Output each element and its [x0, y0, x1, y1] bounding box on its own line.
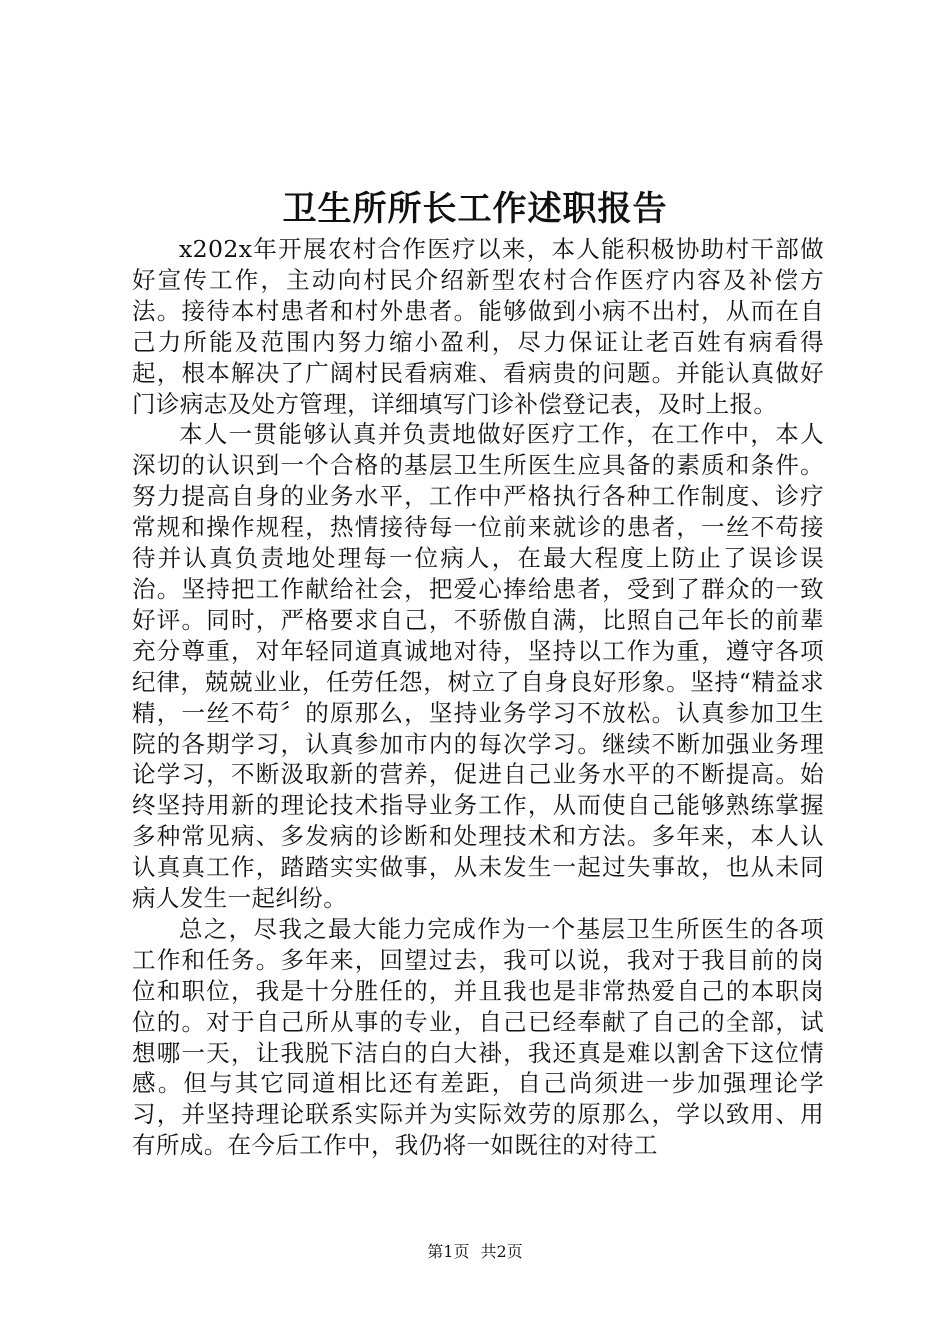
page-number: 第1页: [427, 1242, 470, 1261]
paragraph-3: 总之，尽我之最大能力完成作为一个基层卫生所医生的各项工作和任务。多年来，回望过去，我可以说，我对于我目前的岗位和职位，我是十分胜任的，并且我也是非常热爱自己的本职岗位的。对于自己所从事的专业，自己已经奉献了自己的全部，试想哪一天，让我脱下洁白的白大褂，我还真是难以割舍下这位情感。但与其它同道相比还有差距，自己尚须进一步加强理论学习，并坚持理论联系实际并为实际效劳的原那么，学以致用、用有所成。在今后工作中，我仍将一如既往的对待工: [132, 914, 824, 1160]
document-title: 卫生所所长工作述职报告: [282, 189, 668, 229]
paragraph-2: 本人一贯能够认真并负责地做好医疗工作，在工作中，本人深切的认识到一个合格的基层卫生所医生应具备的素质和条件。努力提高自身的业务水平，工作中严格执行各种工作制度、诊疗常规和操作规程，热情接待每一位前来就诊的患者，一丝不苟接待并认真负责地处理每一位病人，在最大程度上防止了误诊误治。坚持把工作献给社会，把爱心捧给患者，受到了群众的一致好评。同时，严格要求自己，不骄傲自满，比照自己年长的前辈充分尊重，对年轻同道真诚地对待，坚持以工作为重，遵守各项纪律，兢兢业业，任劳任怨，树立了自身良好形象。坚持“精益求精，一丝不苟〞的原那么，坚持业务学习不放松。认真参加卫生院的各期学习，认真参加市内的每次学习。继续不断加强业务理论学习，不断汲取新的营养，促进自己业务水平的不断提高。始终坚持用新的理论技术指导业务工作，从而使自己能够熟练掌握多种常见病、多发病的诊断和处理技术和方法。多年来，本人认认真真工作，踏踏实实做事，从未发生一起过失事故，也从未同病人发生一起纠纷。: [132, 420, 824, 913]
page-total: 共2页: [480, 1242, 523, 1261]
document-body: [132, 234, 824, 1161]
page-footer: [0, 1240, 950, 1264]
paragraph-1: x202x年开展农村合作医疗以来，本人能积极协助村干部做好宣传工作，主动向村民介绍新型农村合作医疗内容及补偿方法。接待本村患者和村外患者。能够做到小病不出村，从而在自己力所能及范围内努力缩小盈利，尽力保证让老百姓有病看得起，根本解决了广阔村民看病难、看病贵的问题。并能认真做好门诊病志及处方管理，详细填写门诊补偿登记表，及时上报。: [132, 235, 824, 418]
